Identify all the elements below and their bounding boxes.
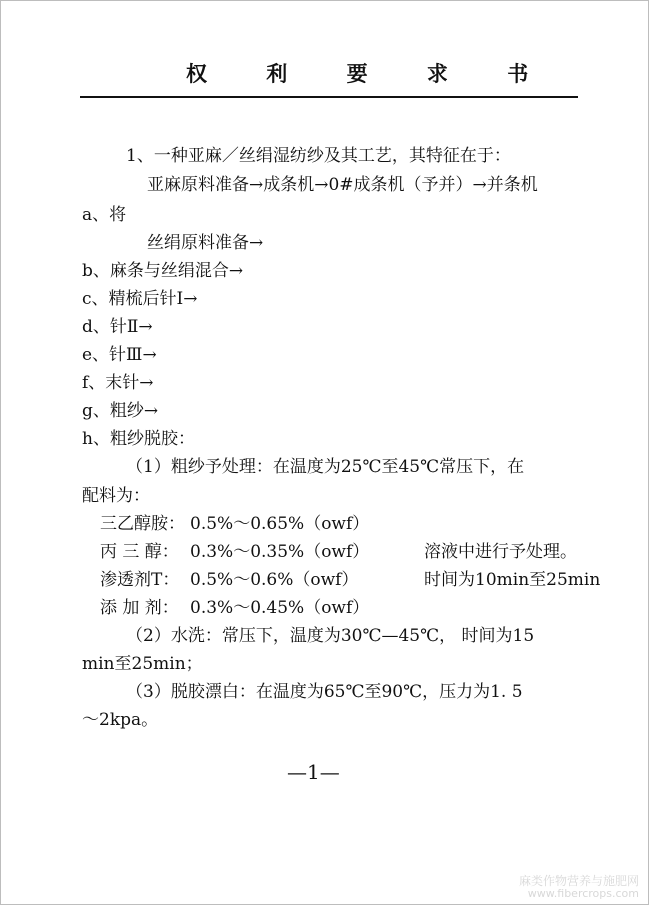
recipe-note: 时间为10min至25min	[424, 570, 601, 590]
recipe-amount: 0.5%～0.65%（owf）	[190, 514, 370, 534]
flow-line-silk: 丝绢原料准备→	[147, 233, 264, 253]
step-g: g、粗纱→	[82, 401, 159, 421]
step-c: c、精梳后针Ⅰ→	[82, 289, 198, 309]
recipe-amount: 0.3%～0.35%（owf）	[190, 542, 370, 562]
document-title: 权 利 要 求 书	[186, 61, 555, 86]
pretreat-line-2: 配料为：	[82, 486, 150, 506]
step-b: b、麻条与丝绢混合→	[82, 261, 244, 281]
flow-line-flax: 亚麻原料准备→成条机→0#成条机（予并）→并条机	[147, 175, 538, 195]
pretreat-line-1: （1）粗纱予处理：在温度为25℃至45℃常压下，在	[126, 457, 525, 477]
step-a: a、将	[82, 205, 127, 225]
watermark-site-name: 麻类作物营养与施肥网	[518, 874, 639, 888]
wash-line-1: （2）水洗：常压下，温度为30℃—45℃， 时间为15	[126, 626, 535, 646]
wash-line-2: min至25min；	[82, 654, 203, 674]
recipe-note: 溶液中进行予处理。	[424, 542, 577, 562]
step-h: h、粗纱脱胶：	[82, 429, 195, 449]
watermark-url: www.fibercrops.com	[527, 887, 639, 900]
bleach-line-2: ～2kpa。	[82, 710, 159, 730]
recipe-amount: 0.5%～0.6%（owf）	[190, 570, 359, 590]
recipe-name: 丙 三 醇：	[100, 542, 179, 562]
claim-intro: 1、一种亚麻／丝绢湿纺纱及其工艺，其特征在于：	[126, 146, 511, 166]
bleach-line-1: （3）脱胶漂白：在温度为65℃至90℃，压力为1. 5	[126, 682, 523, 702]
step-e: e、针Ⅲ→	[82, 345, 157, 365]
recipe-name: 三乙醇胺：	[100, 514, 185, 534]
page-number: —1—	[287, 760, 340, 784]
title-underline	[80, 96, 578, 98]
step-d: d、针Ⅱ→	[82, 317, 153, 337]
recipe-amount: 0.3%～0.45%（owf）	[190, 598, 370, 618]
step-f: f、末针→	[82, 373, 154, 393]
recipe-name: 渗透剂T：	[100, 570, 180, 590]
recipe-name: 添 加 剂：	[100, 598, 179, 618]
